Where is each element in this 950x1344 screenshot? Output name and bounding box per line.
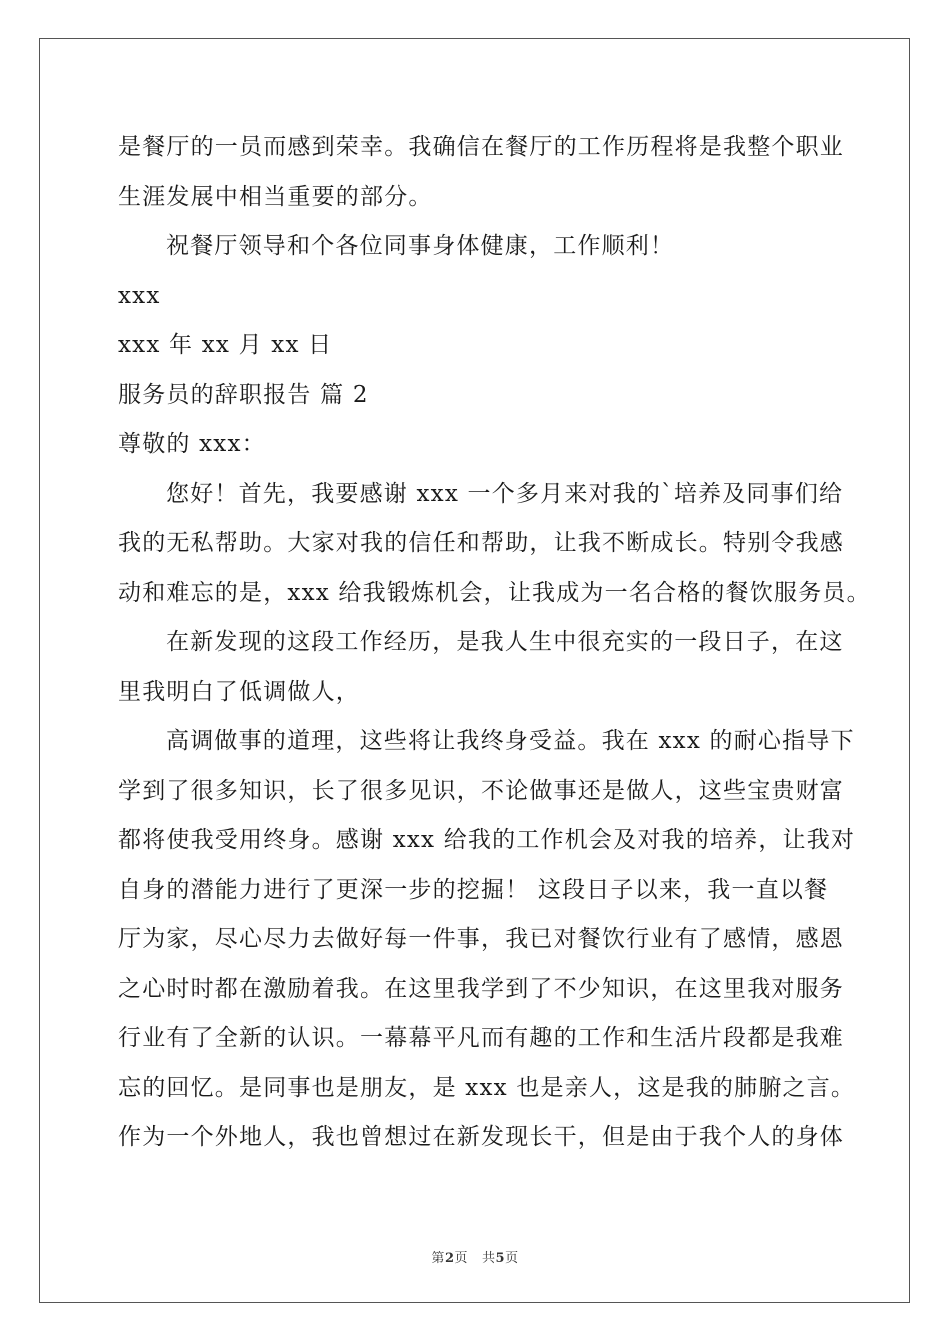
text-line: 学到了很多知识，长了很多见识，不论做事还是做人，这些宝贵财富 [118,777,844,804]
text-line: 在新发现的这段工作经历，是我人生中很充实的一段日子，在这 [166,629,844,655]
text-line: 行业有了全新的认识。一幕幕平凡而有趣的工作和生活片段都是我难 [118,1025,844,1051]
text-line: 高调做事的道理，这些将让我终身受益。我在 xxx 的耐心指导下 [166,728,855,754]
document-body [118,123,871,1163]
signature-name: xxx [118,282,161,309]
section-heading: 服务员的辞职报告 篇 2 [118,381,369,408]
text-line: 厅为家，尽心尽力去做好每一件事，我已对餐饮行业有了感情，感恩 [118,926,844,952]
total-suffix: 页 [505,1251,519,1266]
total-prefix: 共 [482,1251,496,1266]
page-footer [0,1247,950,1266]
text-line: 都将使我受用终身。感谢 xxx 给我的工作机会及对我的培养，让我对 [118,827,856,853]
text-line: 忘的回忆。是同事也是朋友，是 xxx 也是亲人，这是我的肺腑之言。 [118,1074,856,1101]
text-line: 之心时时都在激励着我。在这里我学到了不少知识，在这里我对服务 [118,975,844,1002]
page-suffix: 页 [454,1251,468,1266]
text-line: 里我明白了低调做人， [118,678,360,705]
signature-date: xxx 年 xx 月 xx 日 [118,332,333,358]
salutation: 尊敬的 xxx： [118,431,266,457]
text-line: 您好！首先，我要感谢 xxx 一个多月来对我的`培养及同事们给 [166,480,844,507]
page-current: 2 [444,1251,455,1266]
page-prefix: 第 [431,1251,445,1266]
text-line: 自身的潜能力进行了更深一步的挖掘！ 这段日子以来，我一直以餐 [118,876,829,903]
text-line: 动和难忘的是，xxx 给我锻炼机会，让我成为一名合格的餐饮服务员。 [118,579,871,606]
text-line: 是餐厅的一员而感到荣幸。我确信在餐厅的工作历程将是我整个职业 [118,134,844,160]
text-line: 作为一个外地人，我也曾想过在新发现长干，但是由于我个人的身体 [118,1124,844,1150]
text-line: 我的无私帮助。大家对我的信任和帮助，让我不断成长。特别令我感 [118,530,844,556]
text-line: 生涯发展中相当重要的部分。 [118,183,433,210]
text-line: 祝餐厅领导和个各位同事身体健康，工作顺利！ [166,233,675,259]
page-total: 5 [495,1251,506,1266]
